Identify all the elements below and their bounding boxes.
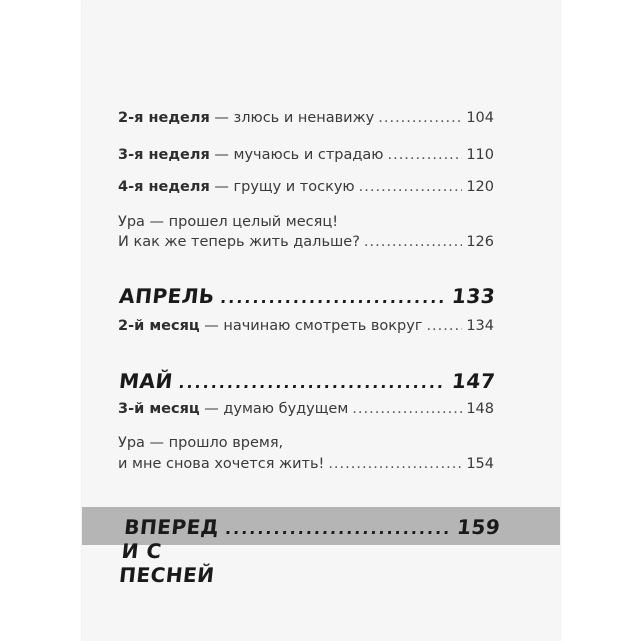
page-number: 147 bbox=[450, 369, 497, 393]
toc-entry-week-2 bbox=[118, 110, 494, 126]
section-title: ВПЕРЕД И С ПЕСНЕЙ bbox=[118, 515, 221, 587]
toc-entry-text: — начинаю смотреть вокруг bbox=[199, 318, 423, 334]
toc-entry-label: 3-я неделя bbox=[118, 147, 210, 163]
page-number: 126 bbox=[466, 234, 494, 250]
leader-dots bbox=[387, 147, 462, 163]
toc-entry-ura2-line1: Ура — прошло время, bbox=[118, 435, 284, 451]
leader-dots bbox=[352, 401, 462, 417]
page-number: 133 bbox=[450, 284, 497, 308]
section-may bbox=[118, 369, 497, 393]
page-number: 120 bbox=[466, 179, 494, 195]
toc-entry-text: — мучаюсь и страдаю bbox=[209, 147, 384, 163]
page-number: 148 bbox=[466, 401, 494, 417]
leader-dots bbox=[178, 373, 447, 392]
toc-entry-text: — злюсь и ненавижу bbox=[209, 110, 375, 126]
leader-dots bbox=[220, 288, 447, 307]
page-number: 134 bbox=[466, 318, 494, 334]
toc-entry-label: 2-й месяц bbox=[118, 318, 200, 334]
toc-entry-text: — думаю будущем bbox=[199, 401, 349, 417]
leader-dots bbox=[378, 110, 462, 126]
section-april bbox=[118, 284, 497, 308]
toc-entry-week-3 bbox=[118, 147, 494, 163]
page-number: 154 bbox=[466, 456, 494, 472]
page-number: 104 bbox=[466, 110, 494, 126]
leader-dots bbox=[364, 234, 462, 250]
toc-entry-ura1-line1: Ура — прошел целый месяц! bbox=[118, 214, 339, 230]
leader-dots bbox=[224, 519, 452, 538]
toc-entry-text: И как же теперь жить дальше? bbox=[118, 234, 360, 250]
page-number: 110 bbox=[466, 147, 494, 163]
toc-entry-label: 2-я неделя bbox=[118, 110, 210, 126]
toc-entry-month-2 bbox=[118, 318, 494, 334]
toc-entry-text: и мне снова хочется жить! bbox=[118, 456, 325, 472]
toc-entry-text: — грущу и тоскую bbox=[209, 179, 355, 195]
section-title: МАЙ bbox=[118, 369, 175, 393]
toc-entry-month-3 bbox=[118, 401, 494, 417]
section-final bbox=[118, 515, 502, 587]
toc-entry-week-4 bbox=[118, 179, 494, 195]
leader-dots bbox=[328, 456, 462, 472]
page-number: 159 bbox=[455, 515, 502, 539]
toc-entry-ura1 bbox=[118, 234, 494, 250]
toc-entry-label: 3-й месяц bbox=[118, 401, 200, 417]
leader-dots bbox=[426, 318, 462, 334]
section-title: АПРЕЛЬ bbox=[118, 284, 216, 308]
leader-dots bbox=[359, 179, 463, 195]
toc-entry-ura2 bbox=[118, 456, 494, 472]
toc-entry-label: 4-я неделя bbox=[118, 179, 210, 195]
